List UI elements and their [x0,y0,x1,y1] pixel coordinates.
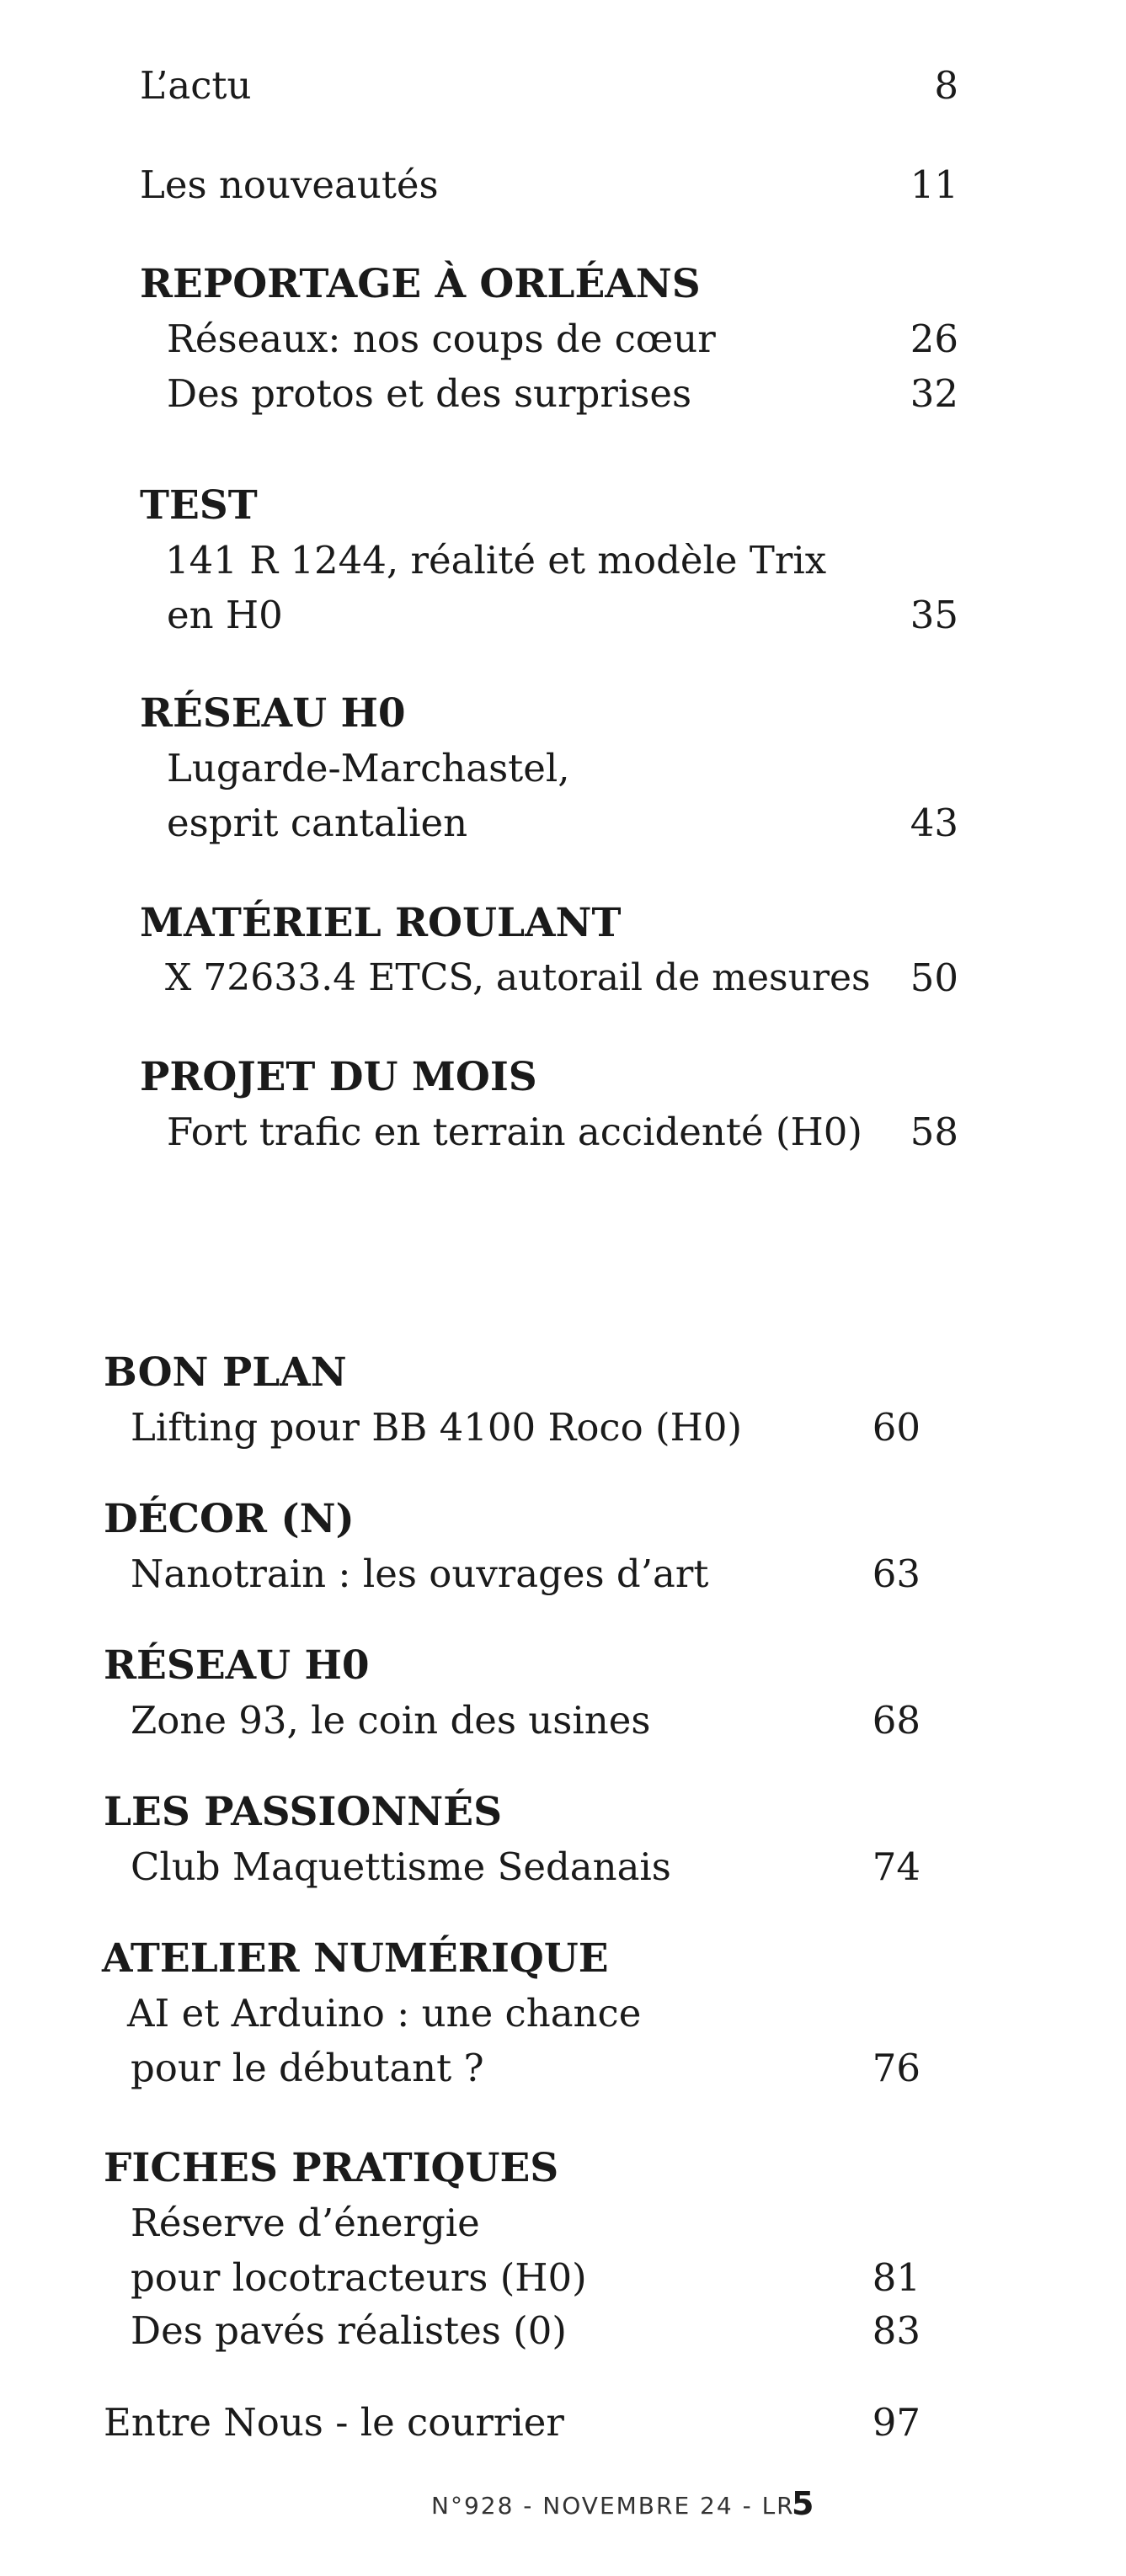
toc-entry-title[interactable]: Des protos et des surprises [167,371,692,416]
toc-entry-title: Les nouveautés [140,162,439,207]
section-heading: ATELIER NUMÉRIQUE [102,1935,609,1982]
toc-entry-page: 43 [910,801,958,845]
section-heading: LES PASSIONNÉS [104,1789,503,1835]
section-heading: PROJET DU MOIS [140,1054,537,1100]
toc-entry-page: 58 [910,1110,958,1154]
toc-entry-title[interactable]: Réserve d’énergie [131,2201,480,2245]
toc-entry-title[interactable]: Lifting pour BB 4100 Roco (H0) [131,1405,743,1450]
toc-entry-page: 74 [872,1844,921,1889]
toc-entry-title[interactable]: Zone 93, le coin des usines [131,1698,651,1743]
issue-info: N°928 - NOVEMBRE 24 - LR [431,2492,795,2520]
toc-entry-page: 81 [872,2255,921,2300]
toc-entry-title[interactable]: Des pavés réalistes (0) [131,2308,567,2353]
toc-entry-page: 50 [910,955,958,1000]
section-heading: MATÉRIEL ROULANT [140,900,622,946]
toc-entry-page: 8 [934,63,958,108]
toc-entry-title-continued[interactable]: en H0 [167,593,283,637]
toc-entry-page: 76 [872,2046,921,2090]
toc-entry-title[interactable]: 141 R 1244, réalité et modèle Trix [165,538,827,583]
toc-entry-title[interactable]: Réseaux: nos coups de cœur [167,317,716,361]
toc-entry-title[interactable]: AI et Arduino : une chance [127,1991,642,2036]
toc-entry-title[interactable]: Lugarde-Marchastel, [167,746,570,790]
page-number: 5 [792,2485,814,2522]
toc-entry-title[interactable]: Club Maquettisme Sedanais [131,1844,671,1889]
section-heading: REPORTAGE À ORLÉANS [140,261,701,307]
toc-entry-title[interactable]: Nanotrain : les ouvrages d’art [131,1551,709,1596]
toc-entry-page: 35 [910,593,958,637]
toc-entry-page: 68 [872,1698,921,1743]
toc-entry-title[interactable]: X 72633.4 ETCS, autorail de mesures [165,956,871,999]
toc-entry-page: 11 [910,162,958,207]
toc-entry-page: 97 [872,2400,921,2445]
toc-entry-title-continued[interactable]: esprit cantalien [167,801,468,845]
toc-entry-title: L’actu [140,63,252,108]
toc-entry-title-continued[interactable]: pour locotracteurs (H0) [131,2255,587,2300]
toc-entry-page: 60 [872,1405,921,1450]
section-heading: RÉSEAU H0 [140,690,406,737]
toc-entry-title-continued[interactable]: pour le débutant ? [131,2046,484,2090]
toc-entry-title[interactable]: Fort trafic en terrain accidenté (H0) [167,1110,862,1154]
section-heading: FICHES PRATIQUES [104,2145,559,2191]
toc-entry-title: Entre Nous - le courrier [104,2400,564,2445]
section-heading: TEST [140,482,258,529]
section-heading: DÉCOR (N) [104,1496,355,1542]
toc-entry-page: 26 [910,317,958,361]
toc-entry-page: 63 [872,1551,921,1596]
section-heading: RÉSEAU H0 [104,1642,370,1689]
section-heading: BON PLAN [104,1349,347,1396]
toc-entry-page: 83 [872,2308,921,2353]
toc-entry-page: 32 [910,371,958,416]
